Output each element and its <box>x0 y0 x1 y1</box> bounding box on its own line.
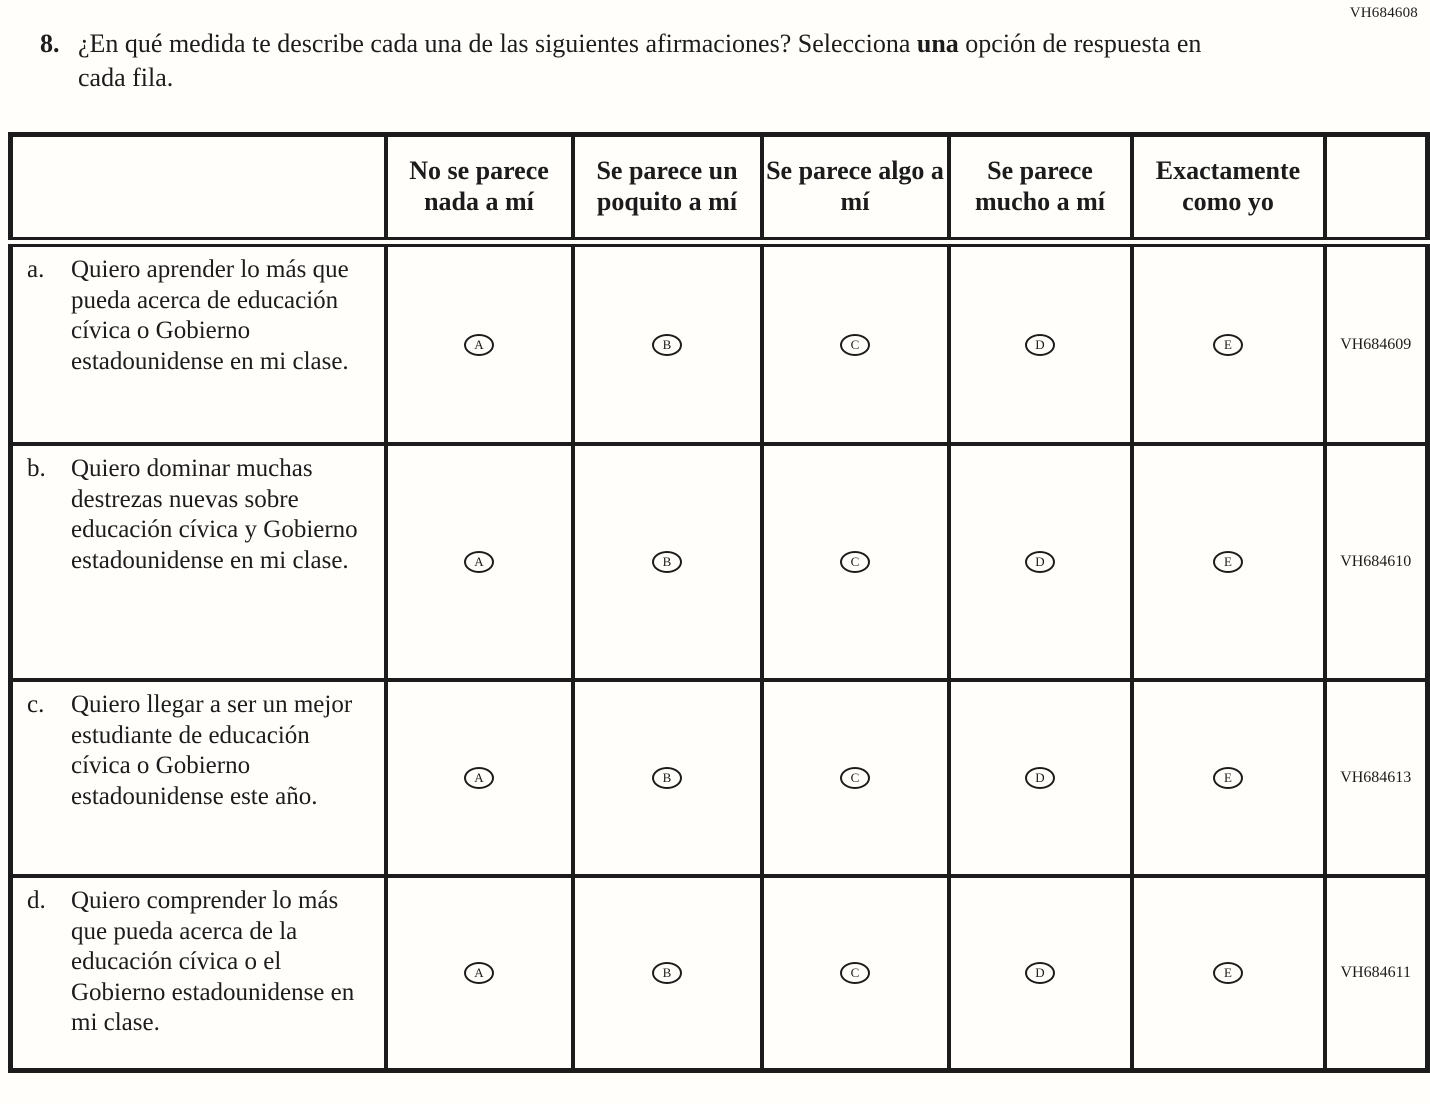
column-header-4: Se parece mucho a mí <box>949 134 1132 242</box>
statement-cell <box>11 242 386 444</box>
column-header-5: Exactamente como yo <box>1132 134 1325 242</box>
option-bubble-d[interactable]: D <box>1025 334 1055 356</box>
item-code: VH684611 <box>1325 876 1428 1070</box>
option-bubble-c[interactable]: C <box>840 551 870 573</box>
option-bubble-e[interactable]: E <box>1213 767 1243 789</box>
row-statement: Quiero dominar muchas destrezas nuevas sobre educación cívica y Gobierno estadounidense en mi clase. <box>71 455 358 574</box>
option-bubble-e[interactable]: E <box>1213 962 1243 984</box>
row-statement: Quiero comprender lo más que pueda acerca de la educación cívica o el Gobierno estadounidense en mi clase. <box>71 887 355 1037</box>
table-row <box>11 242 1428 444</box>
option-bubble-b[interactable]: B <box>652 551 682 573</box>
option-bubble-b[interactable]: B <box>652 334 682 356</box>
column-header-1: No se parece nada a mí <box>386 134 573 242</box>
option-bubble-b[interactable]: B <box>652 962 682 984</box>
option-bubble-d[interactable]: D <box>1025 767 1055 789</box>
item-code: VH684609 <box>1325 242 1428 444</box>
column-header-2: Se parece un poquito a mí <box>573 134 762 242</box>
column-header-3: Se parece algo a mí <box>762 134 949 242</box>
row-letter: a. <box>27 256 45 284</box>
item-code: VH684610 <box>1325 444 1428 680</box>
option-bubble-a[interactable]: A <box>464 334 494 356</box>
item-code: VH684613 <box>1325 680 1428 876</box>
question-text-pre: ¿En qué medida te describe cada una de las siguientes afirmaciones? Selecciona <box>78 29 917 58</box>
option-bubble-a[interactable]: A <box>464 962 494 984</box>
header-row <box>11 134 1428 242</box>
option-bubble-c[interactable]: C <box>840 962 870 984</box>
code-column-header-empty <box>1325 134 1428 242</box>
option-bubble-c[interactable]: C <box>840 334 870 356</box>
response-matrix-table <box>8 132 1430 1073</box>
option-bubble-c[interactable]: C <box>840 767 870 789</box>
question-text-post: opción de respuesta en cada fila. <box>78 29 1202 93</box>
option-bubble-d[interactable]: D <box>1025 962 1055 984</box>
table-row <box>11 876 1428 1070</box>
statement-cell <box>11 444 386 680</box>
option-bubble-e[interactable]: E <box>1213 551 1243 573</box>
statement-cell <box>11 680 386 876</box>
option-bubble-a[interactable]: A <box>464 767 494 789</box>
page-item-code: VH684608 <box>1349 5 1418 21</box>
question-text <box>78 27 1248 96</box>
option-bubble-d[interactable]: D <box>1025 551 1055 573</box>
option-bubble-b[interactable]: B <box>652 767 682 789</box>
row-letter: c. <box>27 691 45 719</box>
option-bubble-e[interactable]: E <box>1213 334 1243 356</box>
row-letter: b. <box>27 455 46 483</box>
row-statement: Quiero llegar a ser un mejor estudiante de educación cívica o Gobierno estadounidense este año. <box>71 691 353 810</box>
statement-cell <box>11 876 386 1070</box>
option-bubble-a[interactable]: A <box>464 551 494 573</box>
stub-header-empty <box>11 134 386 242</box>
question-number: 8. <box>40 29 60 58</box>
table-row <box>11 680 1428 876</box>
question-text-bold: una <box>916 29 959 58</box>
row-letter: d. <box>27 887 46 915</box>
table-row <box>11 444 1428 680</box>
row-statement: Quiero aprender lo más que pueda acerca de educación cívica o Gobierno estadounidense en mi clase. <box>71 256 349 375</box>
question-block <box>0 0 1430 96</box>
